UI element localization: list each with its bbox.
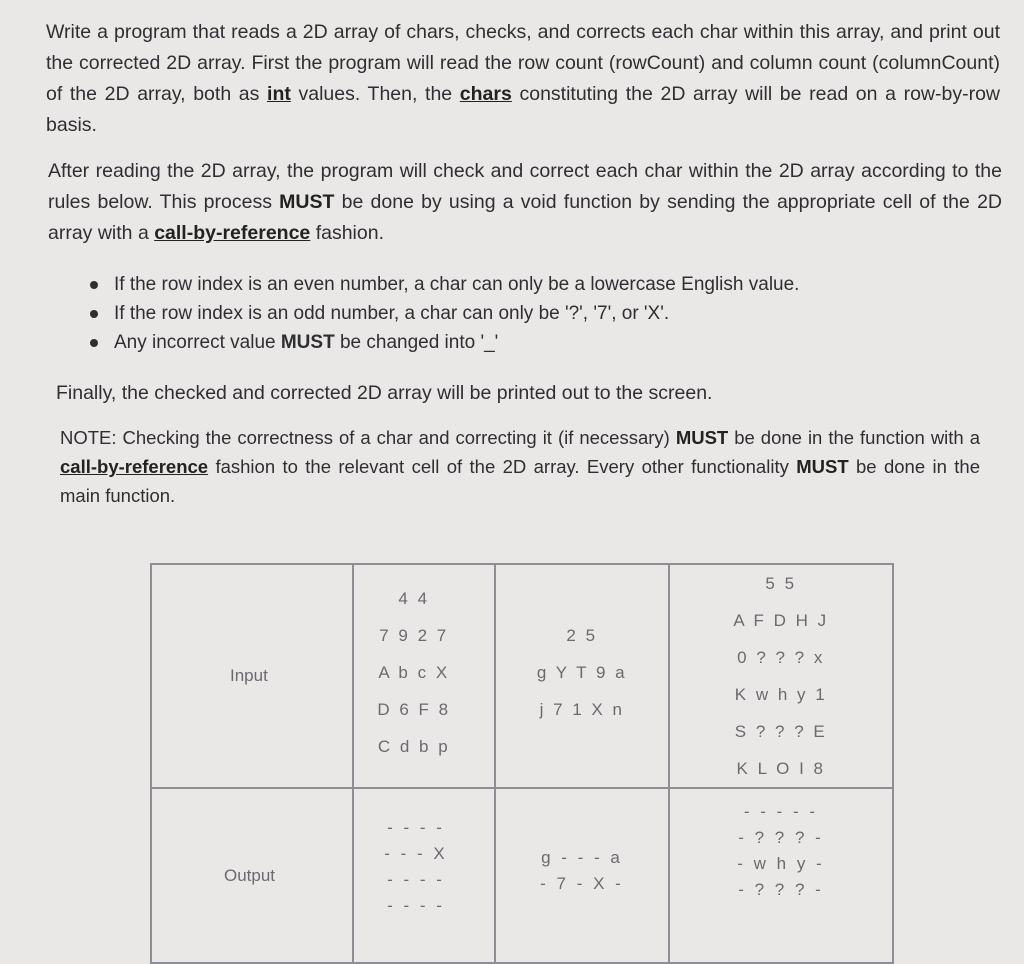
keyword-must: MUST: [796, 456, 849, 477]
example-2-output: g - - - a - 7 - X -: [495, 788, 669, 963]
input-label: Input: [151, 564, 353, 788]
intro-text: Write a program that reads a 2D array of chars, checks, and corrects each char within this array, and print out the corrected 2D array. First the program will read the row count (rowCount) and column count (columnCount) of the 2D array, both as: [46, 21, 1000, 105]
keyword-must: MUST: [675, 427, 729, 448]
intro-text: constituting the 2D array will be read on a row-by-row basis.: [46, 83, 1001, 136]
keyword-call-by-reference: call-by-reference: [154, 222, 311, 244]
process-text: After reading the 2D array, the program will check and correct each char within the 2D array according to the rules below. This process: [48, 160, 1002, 213]
example-1-input: 4 4 7 9 2 7 A b c X D 6 F 8 C d b p: [353, 564, 495, 788]
keyword-must: MUST: [279, 191, 335, 213]
keyword-must: MUST: [280, 332, 335, 353]
output-row: [151, 788, 893, 963]
input-row: [151, 564, 893, 788]
example-2-input: 2 5 g Y T 9 a j 7 1 X n: [495, 564, 669, 788]
output-paragraph: Finally, the checked and corrected 2D array will be printed out to the screen.: [56, 382, 713, 404]
example-1-output: - - - - - - - X - - - - - - - -: [353, 788, 495, 963]
process-text: be done by using a void function by sending the appropriate cell of the 2D array with a: [48, 191, 1002, 244]
example-3-input: 5 5 A F D H J 0 ? ? ? x K w h y 1 S ? ? ? E K L O I 8: [669, 564, 893, 788]
example-3-output: - - - - - - ? ? ? - - w h y - - ? ? ? -: [669, 788, 893, 963]
rule-item: If the row index is an even number, a char can only be a lowercase English value.: [88, 270, 799, 299]
keyword-chars: chars: [459, 83, 512, 105]
rule-item: If the row index is an odd number, a char can only be '?', '7', or 'X'.: [88, 299, 799, 328]
intro-paragraph: [46, 17, 1000, 141]
keyword-int: int: [267, 83, 291, 105]
process-paragraph: [48, 156, 1002, 249]
intro-text: values. Then, the: [290, 83, 460, 105]
rule-item: Any incorrect value MUST be changed into '_': [88, 328, 799, 357]
note-paragraph: NOTE: Checking the correctness of a char and correcting it (if necessary) MUST be done in the function with a call-by-reference fashion to the relevant cell of the 2D array. Every other functionality MUST be done in the main function.: [60, 427, 980, 506]
examples-table: [150, 563, 894, 964]
keyword-call-by-reference: call-by-reference: [60, 456, 209, 477]
output-label: Output: [151, 788, 353, 963]
process-text: fashion.: [310, 222, 384, 244]
rules-list: [88, 270, 799, 357]
